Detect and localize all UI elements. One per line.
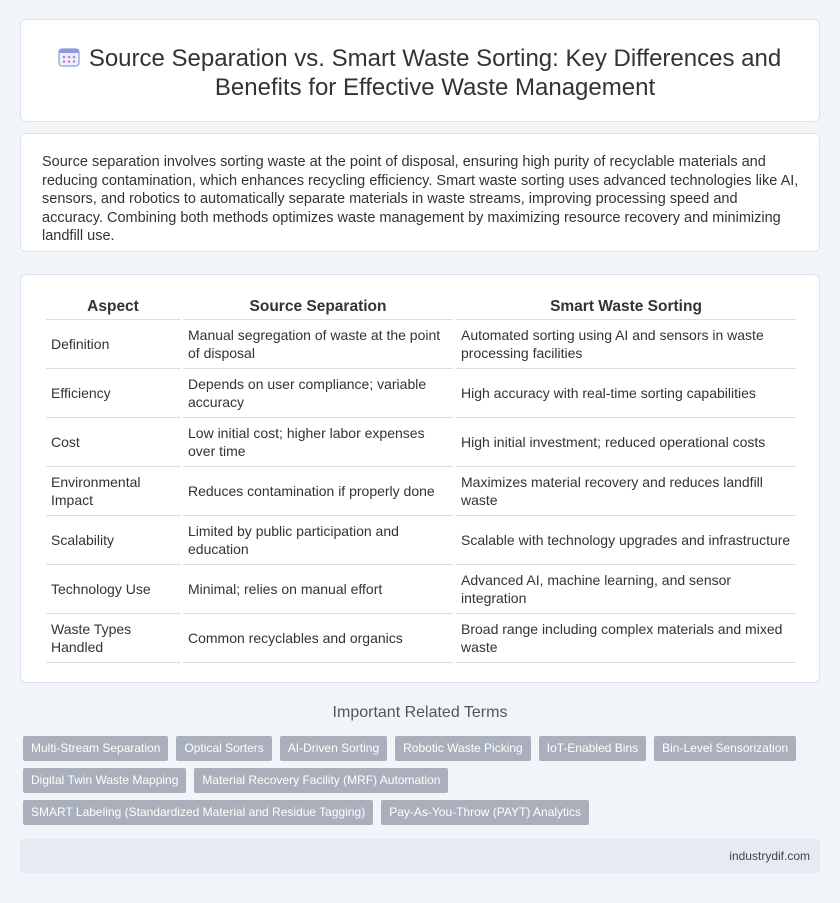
footer-site-link[interactable]: industrydif.com — [729, 849, 810, 863]
table-row — [46, 369, 796, 418]
table-row — [46, 614, 796, 663]
footer — [20, 839, 820, 873]
cell-aspect: Technology Use — [46, 565, 180, 614]
table-row — [46, 418, 796, 467]
cell-aspect: Definition — [46, 320, 180, 369]
related-term-tag[interactable]: IoT-Enabled Bins — [539, 736, 646, 761]
table-row — [46, 516, 796, 565]
cell-smart-sorting: High initial investment; reduced operational costs — [456, 418, 796, 467]
comparison-card — [20, 274, 820, 683]
cell-smart-sorting: Scalable with technology upgrades and infrastructure — [456, 516, 796, 565]
cell-aspect: Efficiency — [46, 369, 180, 418]
cell-smart-sorting: Automated sorting using AI and sensors in waste processing facilities — [456, 320, 796, 369]
intro-card — [20, 133, 820, 252]
page-title: Source Separation vs. Smart Waste Sorting: Key Differences and Benefits for Effective Waste Management — [88, 45, 782, 101]
related-term-tag[interactable]: Optical Sorters — [176, 736, 271, 761]
related-term-tag[interactable]: Multi-Stream Separation — [23, 736, 168, 761]
cell-source-separation: Depends on user compliance; variable accuracy — [183, 369, 453, 418]
cell-aspect: Environmental Impact — [46, 467, 180, 516]
header-source-separation: Source Separation — [183, 294, 453, 320]
related-term-tag[interactable]: Digital Twin Waste Mapping — [23, 768, 186, 793]
cell-source-separation: Common recyclables and organics — [183, 614, 453, 663]
cell-source-separation: Minimal; relies on manual effort — [183, 565, 453, 614]
title-card — [20, 19, 820, 122]
related-term-tag[interactable]: Pay-As-You-Throw (PAYT) Analytics — [381, 800, 589, 825]
cell-smart-sorting: High accuracy with real-time sorting capabilities — [456, 369, 796, 418]
header-aspect: Aspect — [46, 294, 180, 320]
table-row — [46, 565, 796, 614]
related-term-tag[interactable]: Bin-Level Sensorization — [654, 736, 796, 761]
cell-aspect: Scalability — [46, 516, 180, 565]
table-row — [46, 320, 796, 369]
related-term-tag[interactable]: Material Recovery Facility (MRF) Automation — [194, 768, 448, 793]
header-smart-waste-sorting: Smart Waste Sorting — [456, 294, 796, 320]
related-term-tag[interactable]: SMART Labeling (Standardized Material and Residue Tagging) — [23, 800, 373, 825]
cell-smart-sorting: Broad range including complex materials and mixed waste — [456, 614, 796, 663]
cell-source-separation: Reduces contamination if properly done — [183, 467, 453, 516]
cell-source-separation: Limited by public participation and education — [183, 516, 453, 565]
cell-smart-sorting: Maximizes material recovery and reduces landfill waste — [456, 467, 796, 516]
related-term-tag[interactable]: Robotic Waste Picking — [395, 736, 531, 761]
cell-aspect: Waste Types Handled — [46, 614, 180, 663]
related-terms-title: Important Related Terms — [332, 704, 508, 721]
related-term-tag[interactable]: AI-Driven Sorting — [280, 736, 387, 761]
table-header-row — [46, 294, 796, 320]
cell-source-separation: Low initial cost; higher labor expenses over time — [183, 418, 453, 467]
table-row — [46, 467, 796, 516]
cell-source-separation: Manual segregation of waste at the point of disposal — [183, 320, 453, 369]
related-terms-list — [23, 736, 813, 832]
comparison-table — [43, 294, 799, 663]
intro-text: Source separation involves sorting waste at the point of disposal, ensuring high purity of recyclable materials and reducing contamination, which enhances recycling efficiency. Smart waste sorting uses advanced technologies like AI, sensors, and robotics to automatically separate materials in waste streams, improving processing speed and accuracy. Combining both methods optimizes waste management by maximizing resource recovery and minimizing landfill use. — [42, 154, 799, 244]
cell-aspect: Cost — [46, 418, 180, 467]
cell-smart-sorting: Advanced AI, machine learning, and sensor integration — [456, 565, 796, 614]
